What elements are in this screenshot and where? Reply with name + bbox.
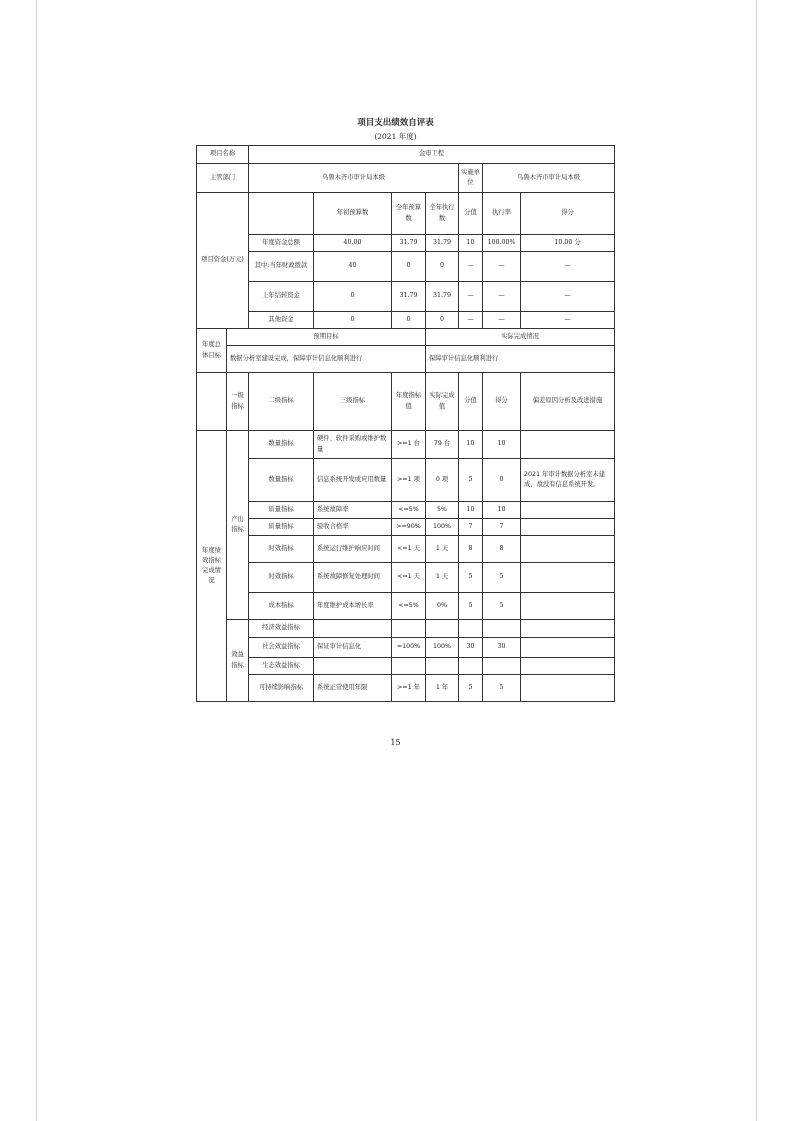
indicator-annual: >=1 台 <box>392 431 426 459</box>
funds-row-annual: 0 <box>392 252 426 282</box>
department-row <box>197 164 615 193</box>
indicator-level3: 系统故障率 <box>314 502 392 519</box>
funds-row <box>197 312 615 329</box>
funds-row-label: 其他资金 <box>249 312 314 329</box>
indicator-row <box>197 658 615 675</box>
indicator-score: 5 <box>483 563 521 593</box>
indicator-header-blank <box>197 373 227 431</box>
goals-label: 年度总体目标 <box>197 329 227 373</box>
funds-row-score: 10.00 分 <box>521 235 615 252</box>
indicator-score-val: 30 <box>459 638 483 658</box>
header-score-val: 分值 <box>459 373 483 431</box>
document-subtitle: (2021 年度) <box>374 132 417 141</box>
funds-header-score: 得分 <box>521 193 615 235</box>
funds-label: 项目资金(万元) <box>197 193 249 329</box>
indicator-score-val: 10 <box>459 502 483 519</box>
funds-row-label: 其中:当年财政拨款 <box>249 252 314 282</box>
indicator-level3: 系统运行维护响应时间 <box>314 536 392 563</box>
project-name-row <box>197 146 615 164</box>
header-level3: 三级指标 <box>314 373 392 431</box>
project-name-label: 项目名称 <box>197 146 249 164</box>
indicator-level3: 系统故障修复处理时间 <box>314 563 392 593</box>
funds-header-annual: 全年预算数 <box>392 193 426 235</box>
self-evaluation-table <box>196 145 615 702</box>
indicator-row <box>197 431 615 459</box>
funds-header-budget: 年初预算数 <box>314 193 392 235</box>
indicator-score: 30 <box>483 638 521 658</box>
indicator-score: 5 <box>483 675 521 702</box>
indicator-score-val: 7 <box>459 519 483 536</box>
indicator-annual <box>392 620 426 638</box>
indicator-actual: 79 台 <box>426 431 459 459</box>
indicator-level2: 可持续影响指标 <box>249 675 314 702</box>
funds-row-rate: — <box>483 252 521 282</box>
indicator-level3: 年度维护成本增长率 <box>314 593 392 620</box>
indicator-annual: >=90% <box>392 519 426 536</box>
indicator-level3: 硬件、软件采购或维护数量 <box>314 431 392 459</box>
indicator-actual <box>426 620 459 638</box>
indicator-annual: <=5% <box>392 502 426 519</box>
funds-row-score: — <box>521 252 615 282</box>
indicator-level3 <box>314 658 392 675</box>
indicator-score: 7 <box>483 519 521 536</box>
indicator-level2: 数量指标 <box>249 459 314 502</box>
funds-header-blank <box>249 193 314 235</box>
indicator-actual: 100% <box>426 638 459 658</box>
indicator-score-val: 5 <box>459 593 483 620</box>
indicator-header-row <box>197 373 615 431</box>
project-name-value: 金审工程 <box>249 146 615 164</box>
indicator-level2: 时效指标 <box>249 563 314 593</box>
indicator-reason <box>521 658 615 675</box>
funds-row-label: 上年结转资金 <box>249 282 314 312</box>
funds-header-score-val: 分值 <box>459 193 483 235</box>
page-number: 15 <box>390 738 401 747</box>
funds-row-score: — <box>521 282 615 312</box>
page-edge-left <box>36 0 37 1121</box>
funds-row-exec: 0 <box>426 312 459 329</box>
indicator-annual <box>392 658 426 675</box>
funds-row-exec: 31.79 <box>426 282 459 312</box>
dept-value: 乌鲁木齐市审计局本级 <box>249 164 459 193</box>
impl-unit-label: 实施单位 <box>459 164 483 193</box>
indicator-actual: 1 年 <box>426 675 459 702</box>
indicator-score-val: 10 <box>459 431 483 459</box>
funds-row-rate: — <box>483 312 521 329</box>
indicator-actual: 1 天 <box>426 536 459 563</box>
indicator-level2: 生态效益指标 <box>249 658 314 675</box>
dept-label: 主管部门 <box>197 164 249 193</box>
indicator-row <box>197 519 615 536</box>
indicator-annual: >=1 项 <box>392 459 426 502</box>
header-level1: 一级指标 <box>227 373 249 431</box>
goals-actual-header: 实际完成情况 <box>426 329 615 346</box>
indicator-level2: 数量指标 <box>249 431 314 459</box>
header-reason: 偏差原因分析及改进措施 <box>521 373 615 431</box>
indicator-score-val: 5 <box>459 563 483 593</box>
indicator-actual: 0 项 <box>426 459 459 502</box>
funds-row-label: 年度资金总额 <box>249 235 314 252</box>
indicator-actual: 0% <box>426 593 459 620</box>
indicator-reason <box>521 593 615 620</box>
indicator-reason <box>521 563 615 593</box>
goals-header-row <box>197 329 615 346</box>
funds-row-annual: 0 <box>392 312 426 329</box>
header-annual: 年度指标值 <box>392 373 426 431</box>
indicator-score: 0 <box>483 459 521 502</box>
indicator-score: 10 <box>483 502 521 519</box>
indicator-level2: 时效指标 <box>249 536 314 563</box>
indicator-annual: <=1 天 <box>392 536 426 563</box>
funds-header-row <box>197 193 615 235</box>
indicator-row <box>197 638 615 658</box>
indicator-level3: 保证审计信息化 <box>314 638 392 658</box>
indicator-reason <box>521 675 615 702</box>
indicator-row <box>197 593 615 620</box>
indicators-section-label: 年度绩效指标完成情况 <box>197 431 227 702</box>
indicator-row <box>197 563 615 593</box>
indicator-reason <box>521 502 615 519</box>
indicator-score-val: 5 <box>459 459 483 502</box>
funds-row-score-val: 10 <box>459 235 483 252</box>
goals-expected-text: 数据分析室建设完成，保障审计信息化顺利进行 <box>227 346 426 373</box>
indicator-score-val: 8 <box>459 536 483 563</box>
indicator-level3: 信息系统开发或应用数量 <box>314 459 392 502</box>
indicator-level2: 社会效益指标 <box>249 638 314 658</box>
funds-row-budget: 0 <box>314 282 392 312</box>
indicator-annual: <=5% <box>392 593 426 620</box>
header-actual: 实际完成值 <box>426 373 459 431</box>
funds-row <box>197 252 615 282</box>
indicator-score <box>483 620 521 638</box>
funds-row-budget: 40 <box>314 252 392 282</box>
funds-row-budget: 0 <box>314 312 392 329</box>
indicator-score-val <box>459 620 483 638</box>
indicator-reason: 2021 年审计数据分析室未建成，故没有信息系统开发。 <box>521 459 615 502</box>
output-indicators-label: 产出指标 <box>227 431 249 620</box>
goals-actual-text: 保障审计信息化顺利进行 <box>426 346 615 373</box>
indicator-actual: 5% <box>426 502 459 519</box>
indicator-level2: 成本指标 <box>249 593 314 620</box>
funds-row-score-val: — <box>459 282 483 312</box>
indicator-level2: 经济效益指标 <box>249 620 314 638</box>
benefit-indicators-label: 效益指标 <box>227 620 249 702</box>
funds-row-rate: — <box>483 282 521 312</box>
goals-expected-header: 预期目标 <box>227 329 426 346</box>
indicator-annual: <=1 天 <box>392 563 426 593</box>
funds-row-annual: 31.79 <box>392 235 426 252</box>
funds-row-rate: 100.00% <box>483 235 521 252</box>
indicator-row <box>197 620 615 638</box>
indicator-score: 10 <box>483 431 521 459</box>
indicator-score: 8 <box>483 536 521 563</box>
indicator-annual: >=1 年 <box>392 675 426 702</box>
indicator-score-val: 5 <box>459 675 483 702</box>
impl-unit-value: 乌鲁木齐市审计局本级 <box>483 164 615 193</box>
indicator-reason <box>521 638 615 658</box>
indicator-actual <box>426 658 459 675</box>
indicator-actual: 1 天 <box>426 563 459 593</box>
funds-row-score: — <box>521 312 615 329</box>
indicator-score: 5 <box>483 593 521 620</box>
goals-content-row <box>197 346 615 373</box>
funds-row-annual: 31.79 <box>392 282 426 312</box>
indicator-reason <box>521 536 615 563</box>
funds-row-score-val: — <box>459 252 483 282</box>
indicator-score <box>483 658 521 675</box>
header-score: 得分 <box>483 373 521 431</box>
funds-row <box>197 235 615 252</box>
header-level2: 二级指标 <box>249 373 314 431</box>
indicator-row <box>197 502 615 519</box>
funds-row-exec: 0 <box>426 252 459 282</box>
indicator-level2: 质量指标 <box>249 502 314 519</box>
page-edge-right <box>756 0 757 1121</box>
funds-row <box>197 282 615 312</box>
indicator-score-val <box>459 658 483 675</box>
indicator-level3 <box>314 620 392 638</box>
funds-header-exec: 全年执行数 <box>426 193 459 235</box>
indicator-level3: 验收合格率 <box>314 519 392 536</box>
indicator-reason <box>521 431 615 459</box>
document-title: 项目支出绩效自评表 <box>357 118 434 128</box>
indicator-row <box>197 675 615 702</box>
indicator-row <box>197 536 615 563</box>
indicator-row <box>197 459 615 502</box>
indicator-annual: =100% <box>392 638 426 658</box>
indicator-actual: 100% <box>426 519 459 536</box>
funds-row-score-val: — <box>459 312 483 329</box>
indicator-reason <box>521 519 615 536</box>
indicator-level3: 系统正常使用年限 <box>314 675 392 702</box>
indicator-reason <box>521 620 615 638</box>
funds-row-budget: 40.00 <box>314 235 392 252</box>
indicator-level2: 质量指标 <box>249 519 314 536</box>
funds-header-rate: 执行率 <box>483 193 521 235</box>
funds-row-exec: 31.79 <box>426 235 459 252</box>
